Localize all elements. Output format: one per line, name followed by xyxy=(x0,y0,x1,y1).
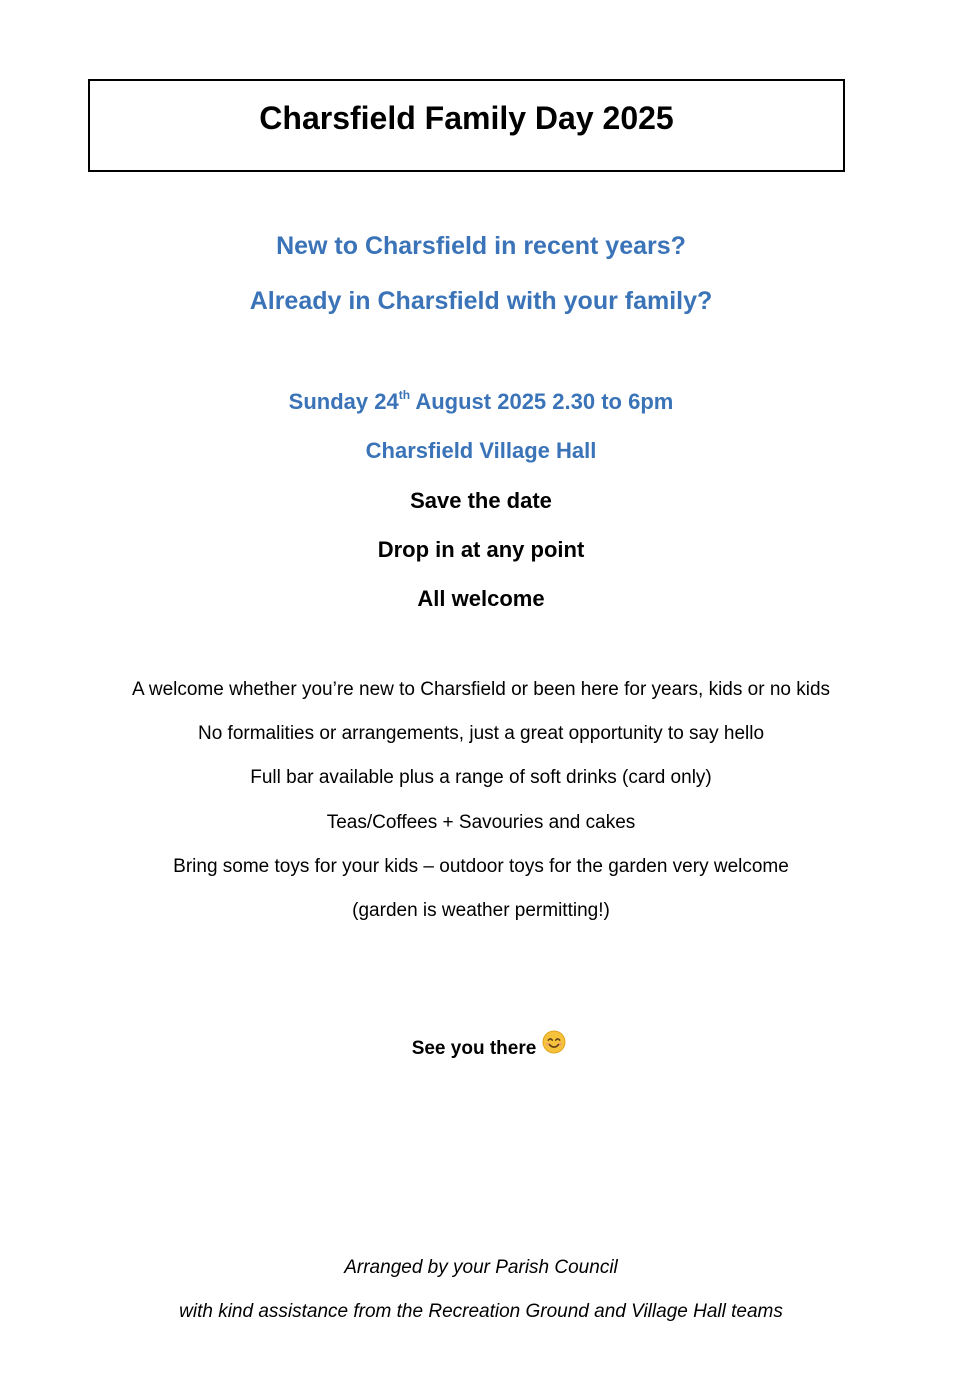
closing-text: See you there xyxy=(411,1038,537,1060)
detail-line: Bring some toys for your kids – outdoor toys for the garden very welcome xyxy=(173,856,789,877)
event-date-prefix: Sunday 24 xyxy=(288,389,399,414)
detail-line: Full bar available plus a range of soft drinks (card only) xyxy=(250,767,712,788)
event-date-rest: August 2025 2.30 to 6pm xyxy=(410,389,674,414)
footer-arranged-by: Arranged by your Parish Council xyxy=(344,1257,618,1278)
event-all-welcome: All welcome xyxy=(417,586,545,611)
event-drop-in: Drop in at any point xyxy=(377,537,585,562)
title-box xyxy=(88,79,845,172)
closing-line xyxy=(8,1033,970,1065)
detail-line: A welcome whether you’re new to Charsfield or been here for years, kids or no kids xyxy=(131,679,831,700)
detail-line: (garden is weather permitting!) xyxy=(352,900,610,921)
detail-line: No formalities or arrangements, just a great opportunity to say hello xyxy=(197,723,765,744)
event-venue: Charsfield Village Hall xyxy=(365,438,597,463)
page-title: Charsfield Family Day 2025 xyxy=(259,100,674,136)
smiling-face-icon xyxy=(542,1030,566,1062)
event-date-ordinal: th xyxy=(398,387,411,402)
event-date xyxy=(0,388,962,416)
question-existing-families: Already in Charsfield with your family? xyxy=(249,287,713,315)
question-new-residents: New to Charsfield in recent years? xyxy=(276,232,686,260)
footer-assistance: with kind assistance from the Recreation Ground and Village Hall teams xyxy=(179,1301,783,1322)
detail-line: Teas/Coffees + Savouries and cakes xyxy=(326,812,636,833)
event-save-the-date: Save the date xyxy=(410,488,552,513)
